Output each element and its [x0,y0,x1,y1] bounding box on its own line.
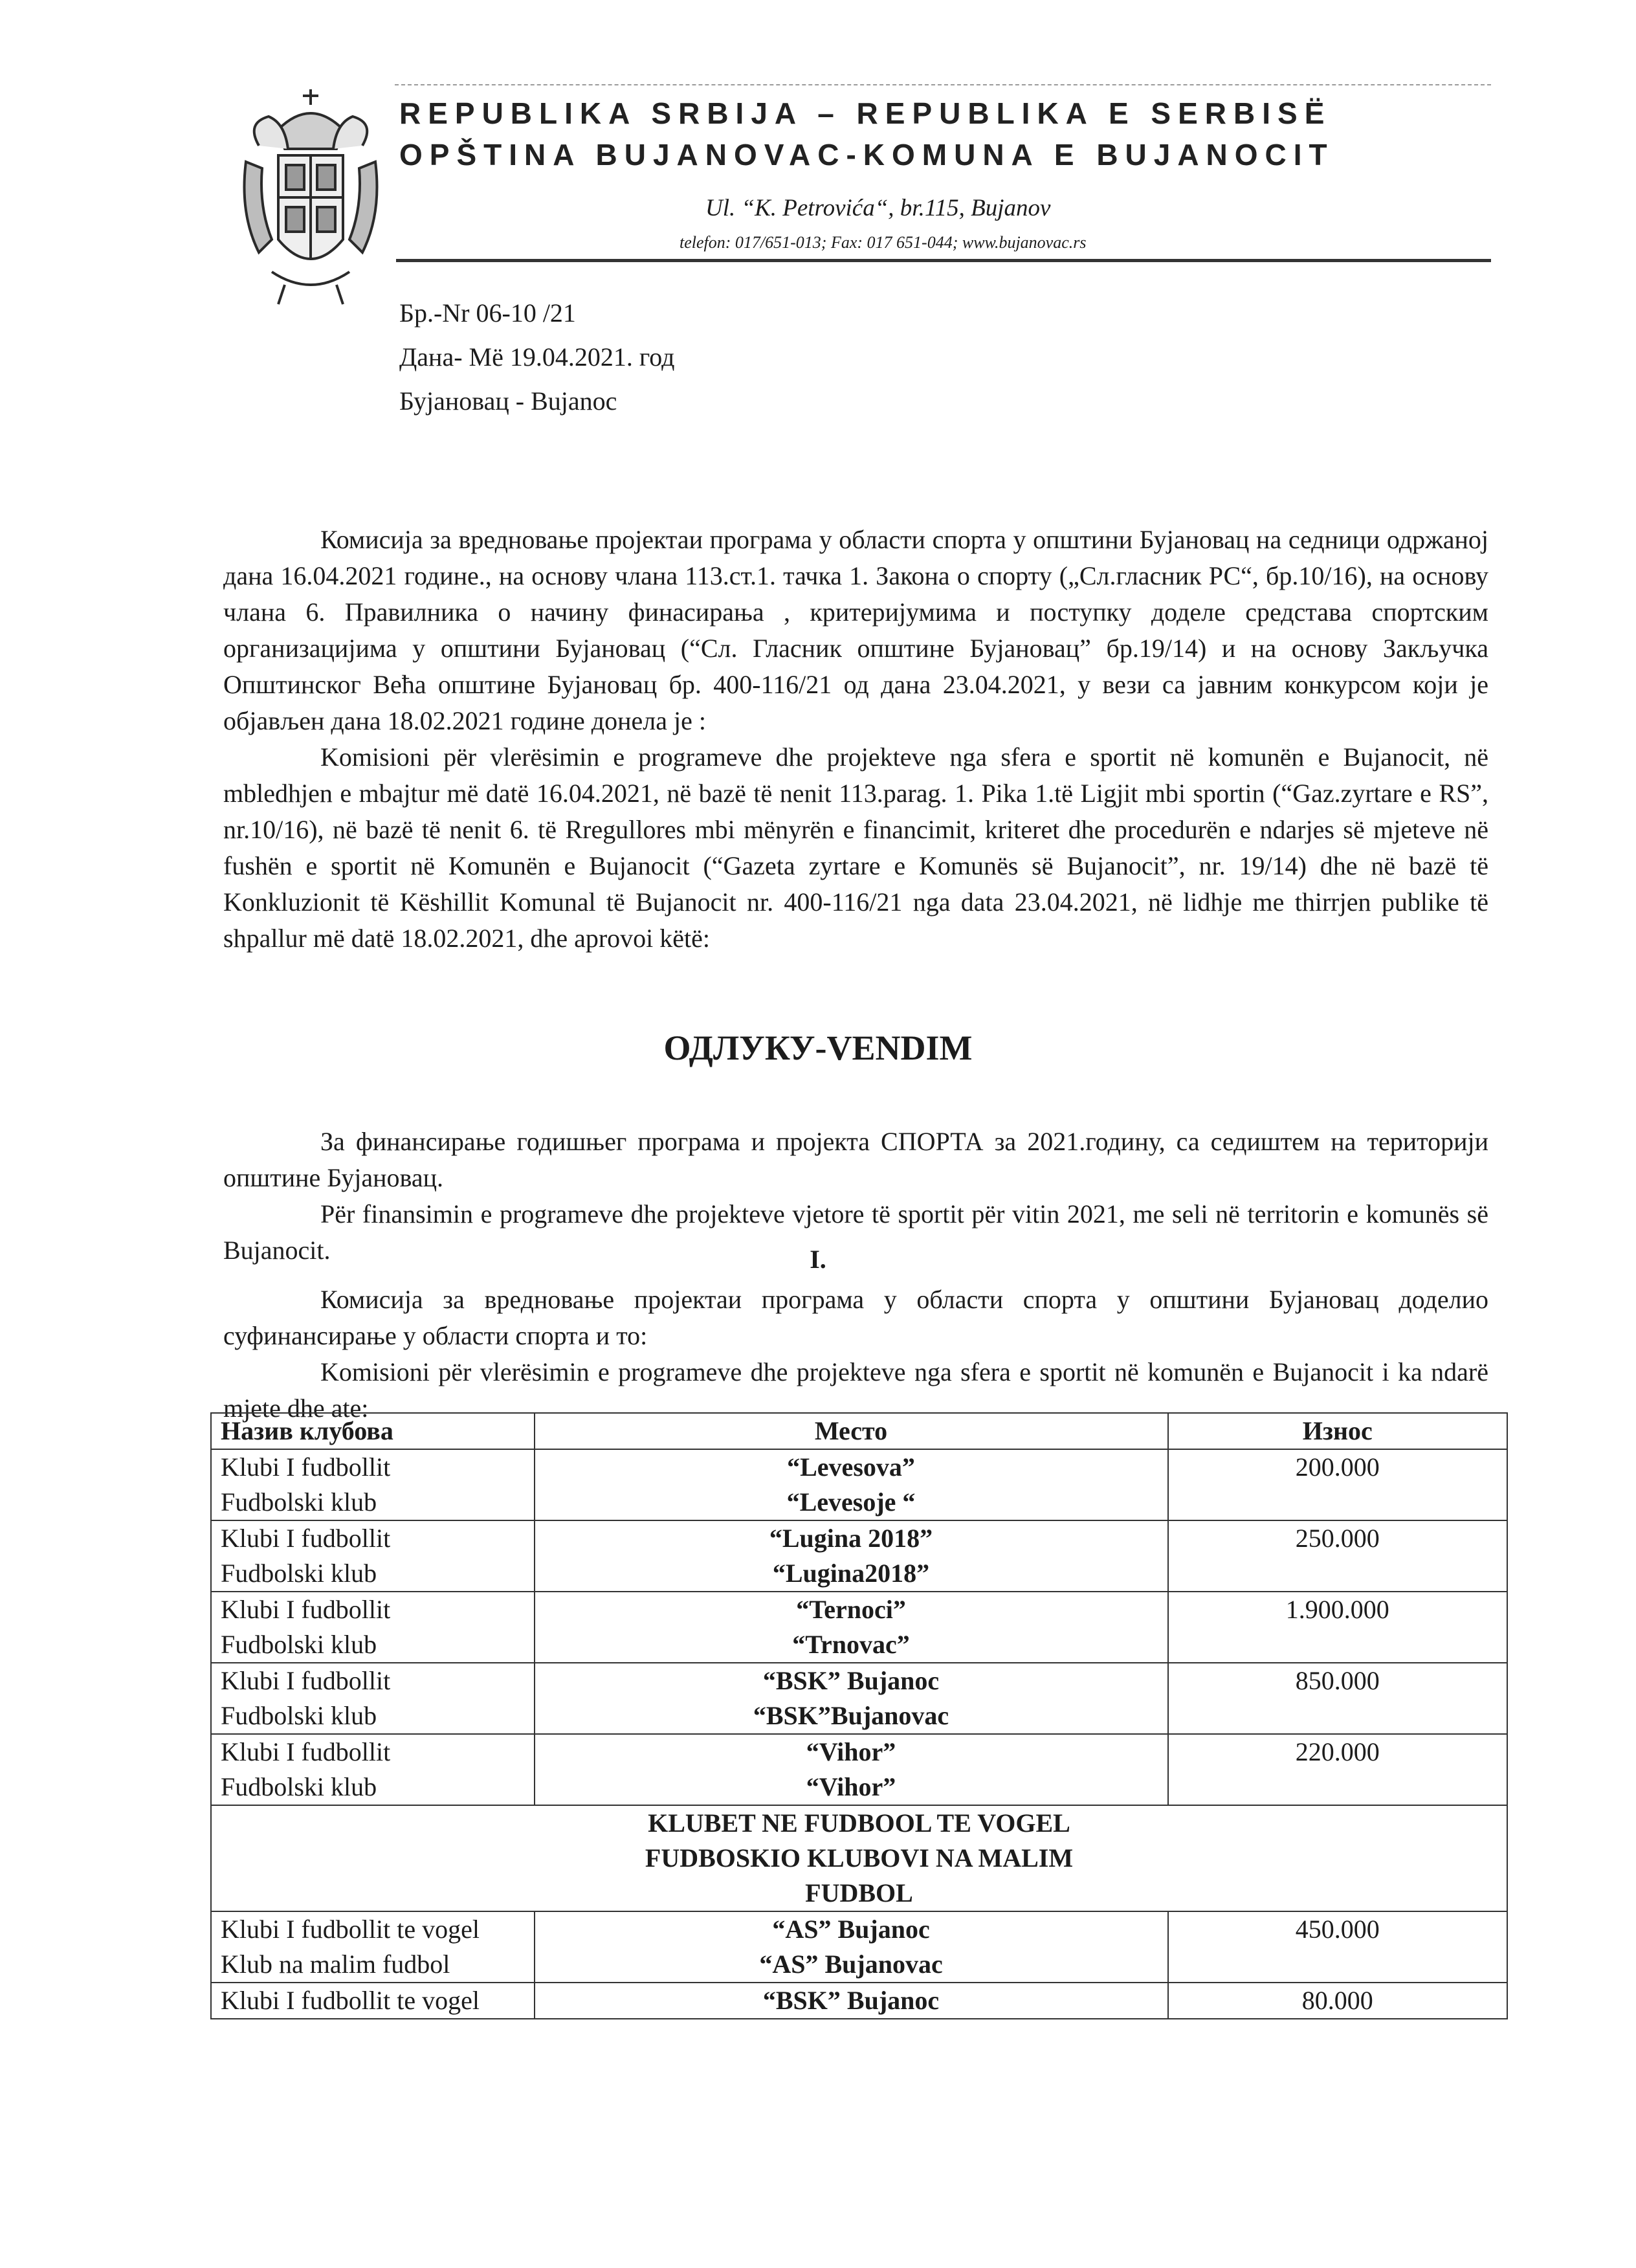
small-football-group-heading: KLUBET NE FUDBOOL TE VOGEL FUDBOSKIO KLUBOVI NA MALIM FUDBOL [211,1805,1507,1911]
club-place-cell: “Lugina 2018” “Lugina2018” [535,1520,1168,1592]
club-type-cell: Klubi I fudbollit Fudbolski klub [211,1520,535,1592]
header-municipality: OPŠTINA BUJANOVAC-KOMUNA E BUJANOCIT [399,138,1334,172]
club-place-cell: “AS” Bujanoc “AS” Bujanovac [535,1911,1168,1983]
table-group-row [211,1805,1507,1911]
table-row [211,1520,1507,1592]
column-header-amount: Износ [1168,1413,1508,1449]
intro-serbian: Комисија за вредновање пројектаи програма у области спорта у општини Бујановац на седници одржаној дана 16.04.2021 године., на основу члана 113.ст.1. тачка 1. Закона о спорту („Сл.гласник РС“, бр.10/16), на основу члана 6. Правилника о начину финасирања , критеријумима и поступку доделе средстава спортским организацијима у општини Бујановац (“Сл. Гласник општине Бујановац” бр.19/14) и на основу Закључка Општинског Већа општине Бујановац бр. 400-116/21 од дана 23.04.2021, у вези са јавним конкурсом који је објављен дана 18.02.2021 године донела је : [223,525,1488,735]
allocation-albanian: Komisioni për vlerësimin e programeve dhe projekteve nga sfera e sportit në komunën e Bujanocit i ka ndarë mjete dhe ate: [223,1357,1488,1423]
club-place-cell: “BSK” Bujanoc [535,1983,1168,2019]
header-top-rule [395,84,1491,85]
club-place-cell: “Levesova” “Levesoje “ [535,1449,1168,1520]
section-number: I. [810,1245,826,1274]
club-type-cell: Klubi I fudbollit te vogel [211,1983,535,2019]
table-row [211,1592,1507,1663]
document-place: Бујановац - Bujanoc [399,386,617,416]
header-country: REPUBLIKA SRBIJA – REPUBLIKA E SERBISË [399,96,1332,130]
table-row [211,1983,1507,2019]
club-amount-cell: 200.000 [1168,1449,1508,1520]
club-type-cell: Klubi I fudbollit Fudbolski klub [211,1734,535,1805]
club-type-cell: Klubi I fudbollit te vogel Klub na malim fudbol [211,1911,535,1983]
funding-table [210,1412,1508,2019]
club-type-cell: Klubi I fudbollit Fudbolski klub [211,1663,535,1734]
club-amount-cell: 80.000 [1168,1983,1508,2019]
club-amount-cell: 850.000 [1168,1663,1508,1734]
intro-albanian: Komisioni për vlerësimin e programeve dhe projekteve nga sfera e sportit në komunën e Bujanocit, në mbledhjen e mbajtur më datë 16.04.2021, në bazë të nenit 113.parag. 1. Pika 1.të Ligjit mbi sportin (“Gaz.zyrtare e RS”, nr.10/16), në bazë të nenit 6. të Rregullores mbi mënyrën e financimit, kriteret dhe procedurën e ndarjes së mjeteve në fushën e sportit në Komunën e Bujanocit (“Gazeta zyrtare e Komunës së Bujanocit”, nr. 19/14) dhe në bazë të Konkluzionit të Këshillit Komunal të Bujanocit nr. 400-116/21 nga data 23.04.2021, në lidhje me thirrjen publike të shpallur më datë 18.02.2021, dhe aprovoi këtë: [223,742,1488,953]
document-number: Бр.-Nr 06-10 /21 [399,298,576,328]
club-amount-cell: 1.900.000 [1168,1592,1508,1663]
club-place-cell: “Vihor” “Vihor” [535,1734,1168,1805]
header-contact: telefon: 017/651-013; Fax: 017 651-044; www.bujanovac.rs [680,233,1087,252]
club-type-cell: Klubi I fudbollit Fudbolski klub [211,1449,535,1520]
header-bottom-rule [396,259,1491,262]
purpose-serbian: За финансирање годишњег програма и пројекта СПОРТА за 2021.годину, са седиштем на територији општине Бујановац. [223,1127,1488,1192]
club-place-cell: “BSK” Bujanoc “BSK”Bujanovac [535,1663,1168,1734]
allocation-serbian: Комисија за вредновање пројектаи програма у области спорта у општини Бујановац доделио суфинансирање у области спорта и то: [223,1285,1488,1350]
coat-of-arms-emblem [233,84,388,311]
column-header-club-name: Назив клубова [211,1413,535,1449]
club-place-cell: “Ternoci” “Trnovac” [535,1592,1168,1663]
club-amount-cell: 450.000 [1168,1911,1508,1983]
header-address: Ul. “K. Petrovića“, br.115, Bujanov [705,195,1051,221]
document-date: Дана- Më 19.04.2021. год [399,342,675,372]
table-row [211,1734,1507,1805]
table-row [211,1663,1507,1734]
table-row [211,1911,1507,1983]
column-header-place: Место [535,1413,1168,1449]
table-row [211,1449,1507,1520]
club-type-cell: Klubi I fudbollit Fudbolski klub [211,1592,535,1663]
table-header-row [211,1413,1507,1449]
purpose-albanian: Për finansimin e programeve dhe projekteve vjetore të sportit për vitin 2021, me seli në territorin e komunës së Bujanocit. [223,1199,1488,1265]
allocation-paragraphs [223,1282,1488,1427]
club-amount-cell: 220.000 [1168,1734,1508,1805]
club-amount-cell: 250.000 [1168,1520,1508,1592]
intro-paragraphs [223,522,1488,957]
decision-title: ОДЛУКУ-VENDIM [663,1028,973,1067]
